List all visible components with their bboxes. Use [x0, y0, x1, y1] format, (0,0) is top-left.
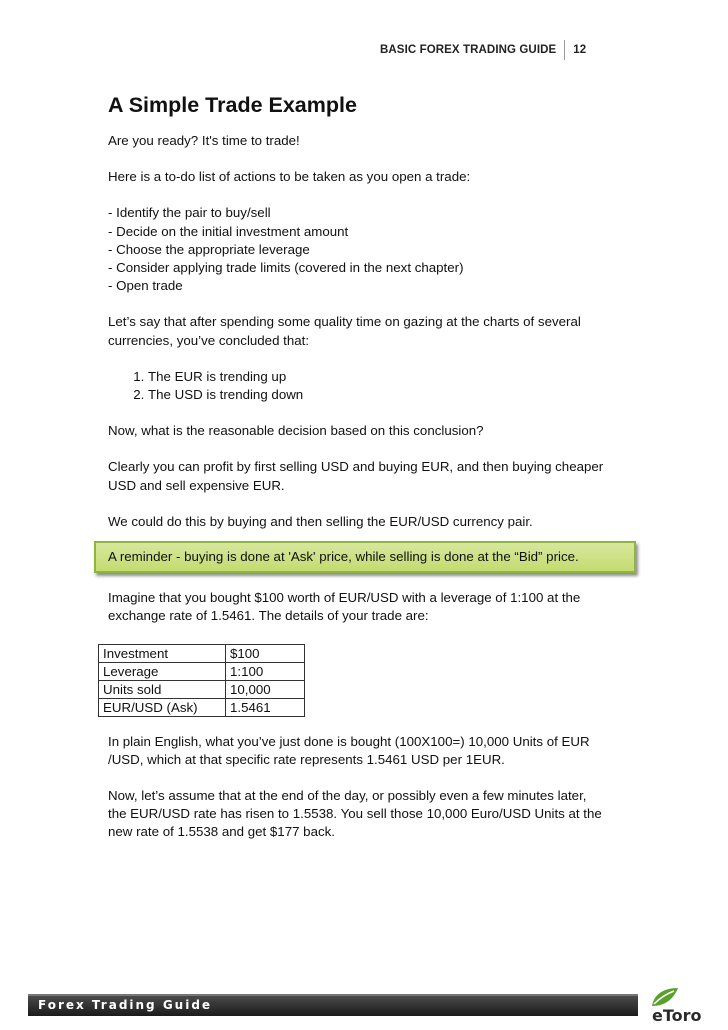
table-cell-label: Investment	[99, 644, 226, 662]
table-cell-value: $100	[226, 644, 305, 662]
list-item: - Choose the appropriate leverage	[108, 241, 310, 257]
list-item: - Decide on the initial investment amount	[108, 223, 349, 239]
table-row	[99, 662, 305, 680]
intro-paragraph: Are you ready? It's time to trade!	[108, 133, 300, 148]
reminder-callout: A reminder - buying is done at 'Ask' price, while selling is done at the “Bid” price.	[94, 541, 636, 573]
charts-paragraph: Let’s say that after spending some quality time on gazing at the charts of several currencies, you’ve concluded that:	[108, 314, 581, 348]
list-item: 1. The EUR is trending up	[148, 368, 608, 386]
table-cell-label: Units sold	[99, 680, 226, 698]
table-cell-value: 1.5461	[226, 698, 305, 716]
etoro-logo	[652, 1006, 702, 1025]
pair-paragraph: We could do this by buying and then selling the EUR/USD currency pair.	[108, 513, 533, 529]
footer-label: Forex Trading Guide	[38, 998, 213, 1012]
question-paragraph: Now, what is the reasonable decision based on this conclusion?	[108, 423, 484, 439]
list-item: - Consider applying trade limits (covered in the next chapter)	[108, 260, 464, 276]
header-divider	[564, 40, 565, 60]
leaf-icon	[648, 984, 682, 1010]
end-of-day-paragraph: Now, let’s assume that at the end of the day, or possibly even a few minutes later, the EUR/USD rate has risen to 1.5538. You sell those 10,000 Euro/USD Units at the new rate of 1.5538 and get $177 back.	[108, 788, 602, 840]
page-number: 12	[573, 44, 587, 56]
page-content	[103, 92, 608, 860]
table-row	[99, 644, 305, 662]
profit-paragraph: Clearly you can profit by first selling USD and buying EUR, and then buying cheaper USD and sell expensive EUR.	[108, 459, 604, 493]
todo-intro-paragraph: Here is a to-do list of actions to be taken as you open a trade:	[108, 169, 471, 185]
table-cell-label: Leverage	[99, 662, 226, 680]
table-cell-label: EUR/USD (Ask)	[99, 698, 226, 716]
logo-text: eToro	[652, 1006, 702, 1025]
page-footer-bar	[28, 994, 638, 1016]
imagine-paragraph: Imagine that you bought $100 worth of EUR/USD with a leverage of 1:100 at the exchange rate of 1.5461. The details of your trade are:	[108, 590, 581, 624]
plain-english-paragraph: In plain English, what you’ve just done is bought (100X100=) 10,000 Units of EUR /USD, which at that specific rate represents 1.5461 USD per 1EUR.	[108, 733, 590, 767]
table-cell-value: 10,000	[226, 680, 305, 698]
page-title: A Simple Trade Example	[108, 93, 357, 117]
list-item: - Open trade	[108, 278, 183, 294]
table-row	[99, 698, 305, 716]
list-item: 2. The USD is trending down	[148, 386, 608, 404]
conclusions-list	[108, 368, 608, 404]
header-title: BASIC FOREX TRADING GUIDE	[380, 44, 557, 56]
page-header	[380, 40, 586, 60]
todo-list	[108, 204, 608, 295]
list-item: - Identify the pair to buy/sell	[108, 205, 271, 221]
trade-details-table	[98, 644, 305, 717]
table-cell-value: 1:100	[226, 662, 305, 680]
table-row	[99, 680, 305, 698]
